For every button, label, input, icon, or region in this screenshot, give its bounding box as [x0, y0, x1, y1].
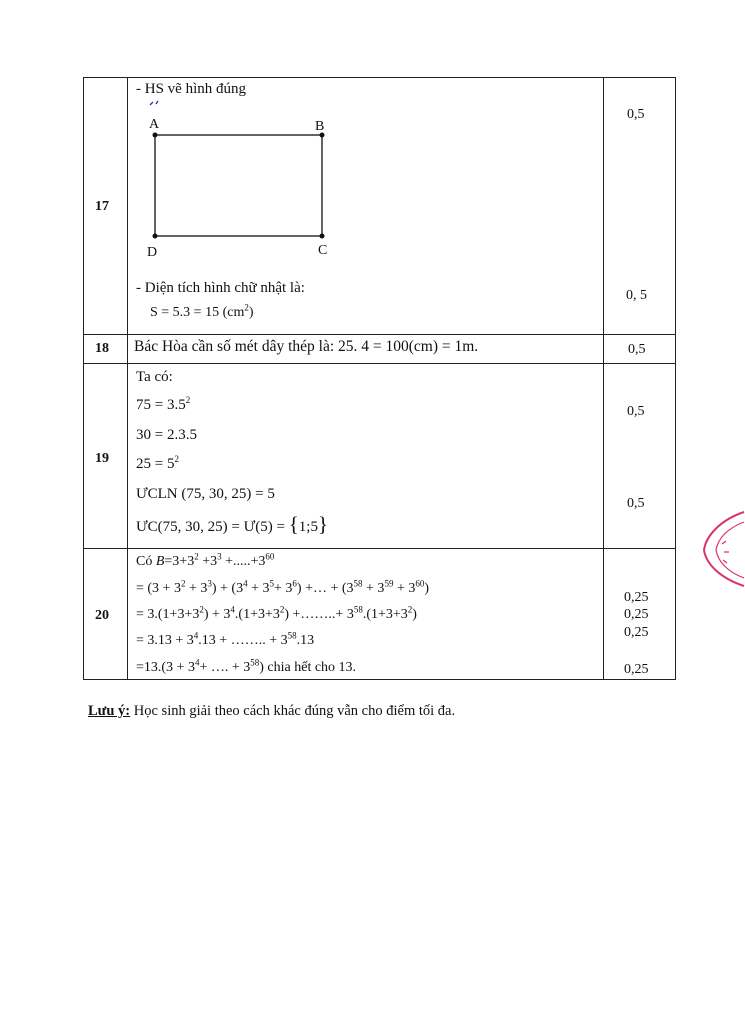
row-divider-19-20: [83, 548, 676, 549]
formula-text: 75 = 3.5: [136, 397, 186, 413]
formula-text: + 3: [247, 581, 270, 596]
formula-text: +3: [198, 554, 218, 569]
table-border-left: [83, 77, 84, 680]
score: 0,5: [627, 107, 645, 122]
answer-line: [150, 304, 254, 322]
formula-text: + …. + 3: [199, 660, 251, 675]
exponent: 60: [265, 551, 275, 562]
exponent: 2: [199, 604, 204, 615]
label-b: B: [315, 119, 325, 134]
exponent: 4: [243, 578, 248, 589]
formula-text: + 3: [362, 581, 385, 596]
answer-line: [136, 632, 314, 650]
exponent: 59: [384, 578, 394, 589]
vertex-d: [153, 234, 158, 239]
exponent: 6: [292, 578, 297, 589]
formula-text: = 3.(1+3+3: [136, 607, 200, 622]
formula-text: = (3 + 3: [136, 581, 181, 596]
exponent: 2: [244, 302, 249, 313]
answer-line: [136, 512, 329, 536]
formula-text: ): [412, 607, 417, 622]
formula-text: ) chia hết cho 13.: [259, 660, 357, 675]
answer-line: ƯCLN (75, 30, 25) = 5: [136, 486, 275, 502]
stamp-seal: [698, 508, 745, 588]
label-a: A: [149, 117, 160, 132]
variable: B: [155, 554, 165, 569]
answer-line: [136, 606, 417, 624]
exponent: 3: [217, 551, 222, 562]
question-number: 19: [95, 451, 109, 466]
brace-open: {: [288, 512, 299, 536]
label-c: C: [318, 243, 328, 258]
table-border-top: [83, 77, 676, 78]
formula-text: + 3: [393, 581, 416, 596]
question-number: 18: [95, 341, 109, 356]
vertex-c: [320, 234, 325, 239]
footnote: [88, 702, 455, 720]
question-number: 20: [95, 608, 109, 623]
answer-line: [136, 455, 179, 473]
formula-text: Có: [136, 554, 156, 569]
label-d: D: [147, 245, 158, 260]
exponent: 4: [193, 630, 199, 641]
answer-line: [136, 553, 274, 571]
rectangle-abcd: [155, 135, 322, 236]
formula-text: .(1+3+3: [234, 607, 280, 622]
formula-text: S = 5.3 = 15 (cm: [150, 305, 245, 320]
exponent: 2: [185, 395, 191, 405]
answer-line: [136, 659, 356, 677]
formula-text: ): [424, 581, 430, 596]
table-border-bottom: [83, 679, 676, 680]
answer-line: [136, 396, 190, 414]
score: 0,5: [627, 496, 645, 511]
brace-close: }: [317, 512, 329, 536]
formula-text: ) +… + (3: [296, 581, 354, 596]
exponent: 58: [353, 578, 363, 589]
exponent: 5: [269, 578, 274, 589]
formula-text: +.....+3: [221, 554, 266, 569]
formula-text: ) + (3: [211, 581, 244, 596]
exponent: 2: [407, 604, 413, 615]
formula-text: + 3: [185, 581, 208, 596]
exponent: 2: [174, 454, 179, 464]
exponent: 58: [287, 630, 297, 641]
column-divider-score: [603, 77, 604, 680]
exponent: 2: [279, 604, 285, 615]
formula-text: .13 + …….. + 3: [198, 633, 288, 648]
formula-text: 25 = 5: [136, 456, 175, 472]
score: 0,25: [624, 590, 649, 605]
row-divider-17-18: [83, 334, 676, 335]
formula-text: ) + 3: [203, 607, 231, 622]
note-label: Lưu ý:: [88, 703, 131, 719]
score: 0,5: [627, 404, 645, 419]
score: 0,25: [624, 607, 649, 622]
score: 0,25: [624, 662, 649, 677]
question-number: 17: [95, 199, 109, 214]
exponent: 4: [194, 657, 200, 668]
formula-text: = 3.13 + 3: [136, 633, 194, 648]
answer-line: - Diện tích hình chữ nhật là:: [136, 280, 305, 296]
formula-text: + 3: [274, 581, 293, 596]
formula-text: =3+3: [164, 554, 195, 569]
formula-text: ) +……..+ 3: [284, 607, 354, 622]
exponent: 2: [194, 551, 199, 562]
exponent: 2: [180, 578, 186, 589]
column-divider-number: [127, 77, 128, 680]
exponent: 3: [207, 578, 212, 589]
formula-text: .13: [296, 633, 315, 648]
score: 0,25: [624, 625, 649, 640]
formula-text: .(1+3+3: [362, 607, 408, 622]
exponent: 58: [353, 604, 363, 615]
exponent: 4: [230, 604, 235, 615]
pen-mark: [150, 101, 158, 105]
row-divider-18-19: [83, 363, 676, 364]
formula-text: ): [248, 305, 254, 320]
exponent: 60: [415, 578, 425, 589]
answer-line: Ta có:: [136, 369, 173, 385]
score: 0,5: [628, 342, 646, 357]
answer-line: - HS vẽ hình đúng: [136, 81, 246, 97]
answer-line: [136, 580, 429, 598]
score: 0, 5: [626, 288, 647, 303]
answer-line: 30 = 2.3.5: [136, 427, 197, 443]
note-text: Học sinh giải theo cách khác đúng vẫn cho điểm tối đa.: [130, 703, 456, 719]
table-border-right: [675, 77, 676, 680]
formula-text: ƯC(75, 30, 25) = Ư(5) =: [136, 519, 285, 535]
formula-text: =13.(3 + 3: [136, 660, 195, 675]
exponent: 58: [250, 657, 260, 668]
answer-line: Bác Hòa cần số mét dây thép là: 25. 4 = 100(cm) = 1m.: [134, 338, 479, 355]
set-values: 1;5: [298, 519, 318, 535]
